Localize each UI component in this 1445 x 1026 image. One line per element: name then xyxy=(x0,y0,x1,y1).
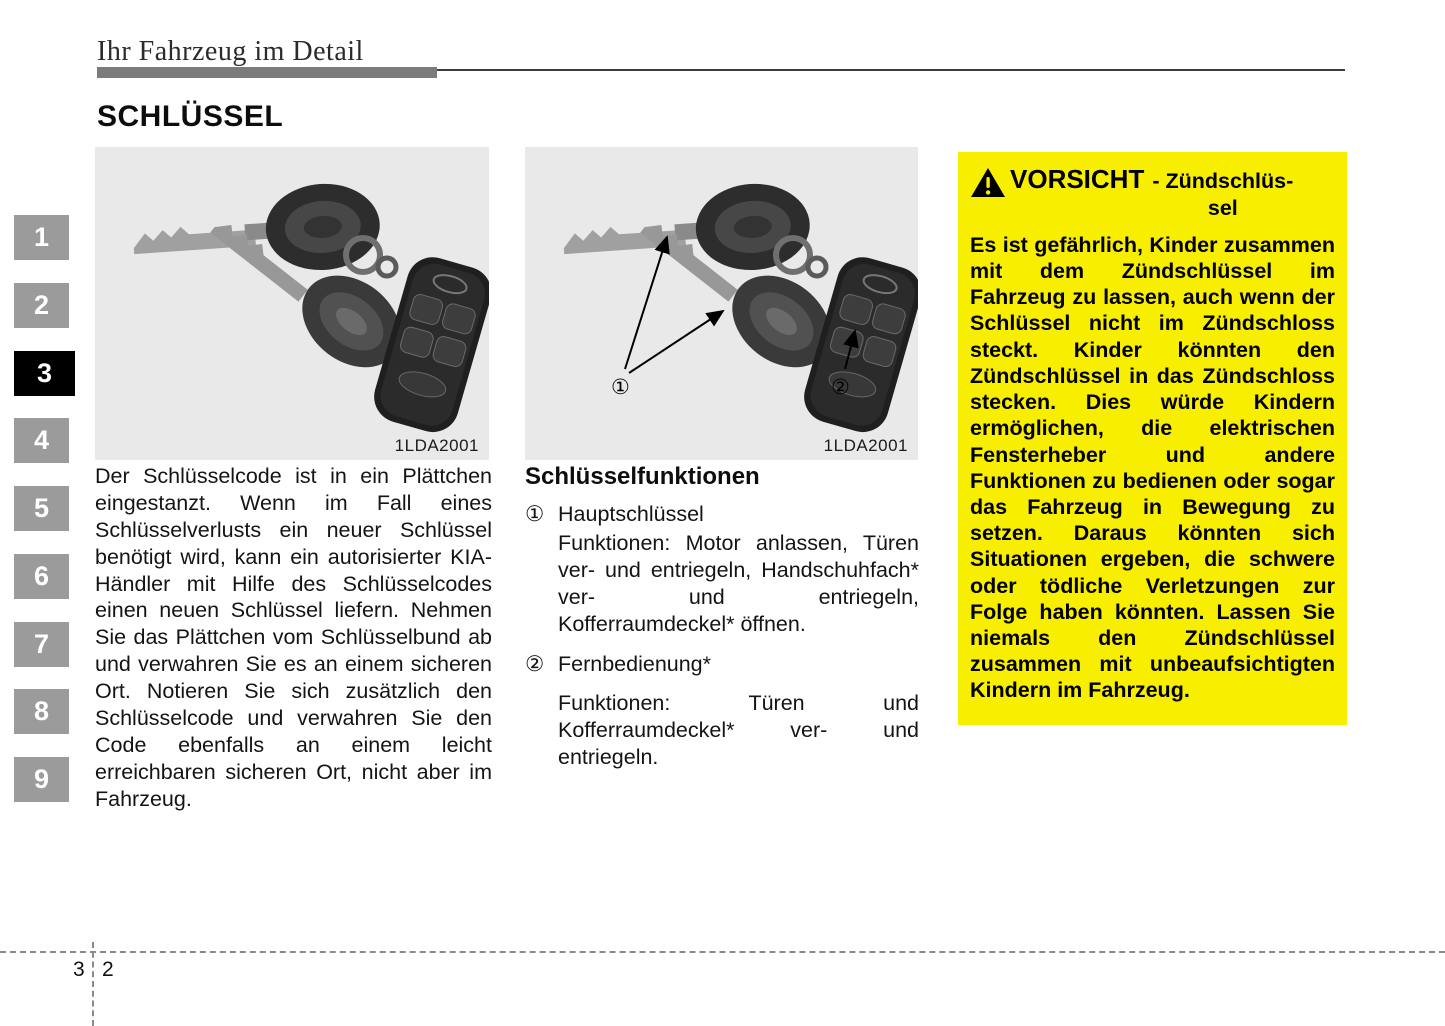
page-title: SCHLÜSSEL xyxy=(97,100,284,133)
warning-subtitle xyxy=(1152,164,1293,222)
chapter-tab-2: 2 xyxy=(14,283,69,328)
keys-photo-figure-1 xyxy=(95,147,489,460)
item-marker-1: ① xyxy=(525,502,545,526)
callout-label-1: ① xyxy=(611,376,630,399)
warning-box xyxy=(958,152,1347,725)
chapter-tab-6: 6 xyxy=(14,554,69,599)
car-keys-illustration xyxy=(95,147,489,460)
item-marker-2: ② xyxy=(525,652,545,677)
warning-subtitle-line2: sel xyxy=(1207,195,1238,220)
chapter-tab-7: 7 xyxy=(14,622,69,667)
chapter-tab-3-active: 3 xyxy=(14,351,75,396)
chapter-tab-9: 9 xyxy=(14,757,69,802)
key-functions-list xyxy=(525,501,919,785)
list-item xyxy=(525,651,919,771)
warning-triangle-icon xyxy=(970,164,1010,204)
chapter-tab-1: 1 xyxy=(14,215,69,260)
footer-page-number: 2 xyxy=(102,958,114,981)
warning-subtitle-line1: - Zündschlüs- xyxy=(1152,169,1294,193)
figure-caption: 1LDA2001 xyxy=(394,436,479,455)
footer-dashed-rule xyxy=(0,951,1445,953)
list-item xyxy=(525,501,919,637)
item-title: Hauptschlüssel xyxy=(558,502,704,526)
footer-dashed-divider xyxy=(92,942,94,1026)
chapter-tab-4: 4 xyxy=(14,418,69,463)
warning-body: Es ist gefährlich, Kinder zusammen mit dem Zündschlüssel im Fahrzeug zu lassen, auch wenn der Schlüssel nicht im Zündschloss steckt. Kinder könnten den Zündschlüssel in das Zündschloss stecken. Dies würde Kindern ermöglichen, die elektrischen Fensterheber und andere Funktionen zu bedienen oder sogar das Fahrzeug in Bewegung zu setzen. Daraus könnten sich Situationen ergeben, die schwere oder tödliche Verletzungen zur Folge haben könnten. Lassen Sie niemals den Zündschlüssel zusammen mit unbeaufsichtigten Kindern im Fahrzeug. xyxy=(970,232,1335,703)
chapter-tab-5: 5 xyxy=(14,486,69,531)
item-title: Fernbedienung* xyxy=(558,652,712,677)
key-functions-heading: Schlüsselfunktionen xyxy=(525,463,760,490)
figure-caption: 1LDA2001 xyxy=(823,436,908,455)
callout-arrow-key-1 xyxy=(625,237,667,369)
keys-photo-figure-2 xyxy=(525,147,918,460)
key-code-paragraph: Der Schlüsselcode ist in ein Plättchen eingestanzt. Wenn im Fall eines Schlüsselverlusts ein neuer Schlüssel benötigt wird, kann ein autorisierter KIA-Händler mit Hilfe des Schlüsselcodes einen neuen Schlüssel liefern. Nehmen Sie das Plättchen vom Schlüsselbund ab und verwahren Sie es an einem sicheren Ort. Notieren Sie sich zusätzlich den Schlüsselcode und verwahren Sie den Code ebenfalls an einem leicht erreichbaren sicheren Ort, nicht aber im Fahrzeug. xyxy=(95,464,492,811)
header-accent-bar xyxy=(97,67,437,78)
callout-label-2: ② xyxy=(831,376,850,399)
car-keys-illustration-annotated xyxy=(525,147,918,460)
page-header: Ihr Fahrzeug im Detail xyxy=(97,36,364,67)
footer-chapter-number: 3 xyxy=(73,958,85,981)
item-body: Funktionen: Motor anlassen, Türen ver- und entriegeln, Handschuhfach* ver- und entriegeln, Kofferraumdeckel* öffnen. xyxy=(558,530,919,636)
chapter-tab-8: 8 xyxy=(14,689,69,734)
callout-arrow-key-2 xyxy=(629,311,723,373)
item-body: Funktionen: Türen und Kofferraumdeckel* ver- und entriegeln. xyxy=(558,691,919,769)
warning-title: VORSICHT xyxy=(1010,164,1145,194)
